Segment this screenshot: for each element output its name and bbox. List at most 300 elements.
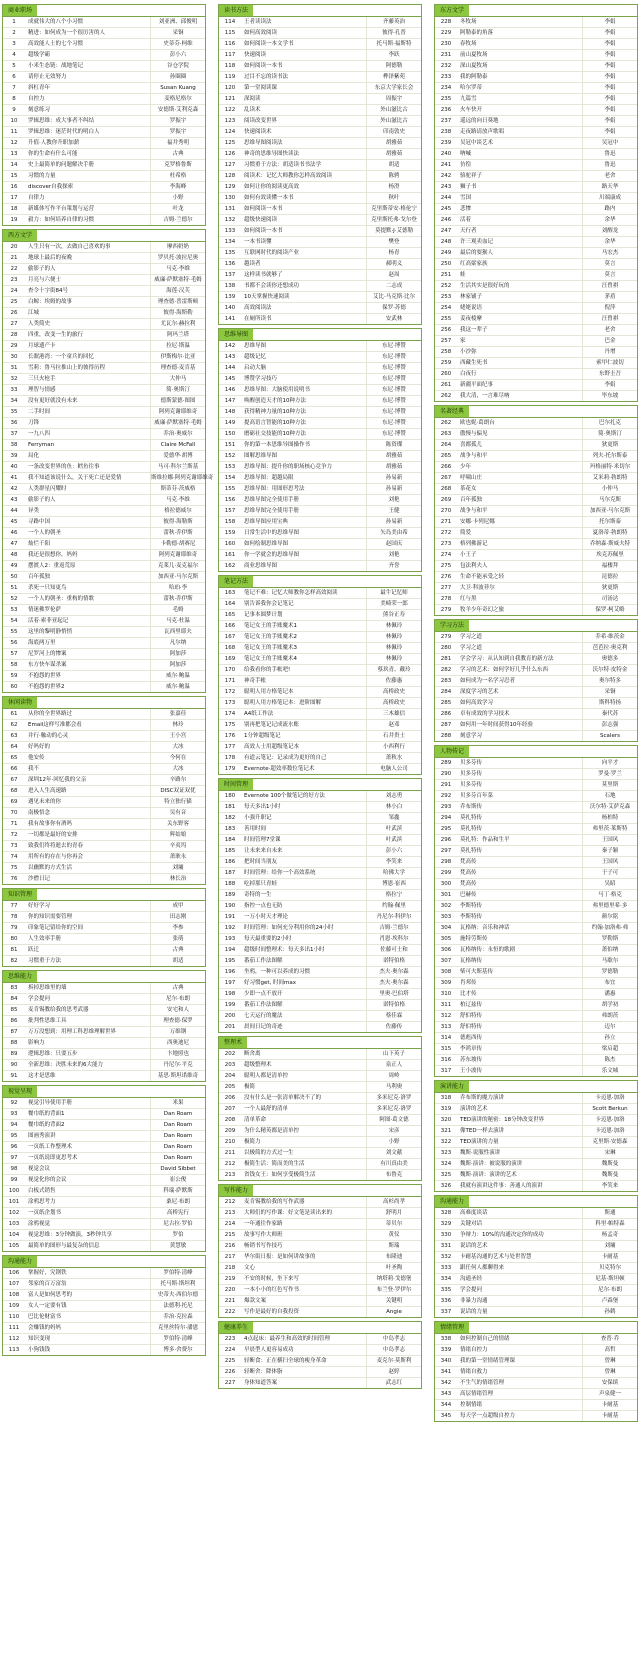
book-number: 1 [12, 19, 16, 25]
book-title: 查令十字街84号 [28, 288, 68, 294]
book-number: 238 [440, 129, 452, 135]
book-row [219, 1115, 421, 1126]
book-title: 清单革命 [244, 1117, 267, 1123]
book-number: 98 [10, 1166, 18, 1172]
book-row [219, 1230, 421, 1241]
book-author: 刘亚洲、邱俊明 [150, 17, 205, 27]
book-author: 梁启超 [582, 1044, 637, 1054]
book-author: 马丁·格克 [582, 890, 637, 900]
book-author: 林佩玲 [366, 621, 421, 631]
book-author: 孙易新 [366, 484, 421, 494]
book-row [219, 599, 421, 610]
book-title: 一本小小的红色写作书 [244, 1287, 300, 1293]
book-title: 1分钟超级笔记 [244, 733, 281, 739]
book-author: 叶圣陶 [366, 1263, 421, 1273]
book-author: 里奥·巴伯塔 [366, 989, 421, 999]
book-author: 杰夫·奥尔森 [366, 978, 421, 988]
book-number: 223 [224, 1336, 236, 1342]
book-title: 时间管理7堂课 [244, 837, 281, 843]
book-title: 简爱 [460, 530, 472, 536]
book-author: 王健 [366, 506, 421, 516]
book-row [435, 901, 637, 912]
book-author: 彼得·孔普 [366, 28, 421, 38]
book-number: 242 [440, 173, 452, 179]
book-author: 威廉·萨默塞特·毛姆 [150, 418, 205, 428]
book-row [219, 440, 421, 451]
book-number: 290 [440, 771, 452, 777]
book-title: 九篇雪 [460, 96, 477, 102]
book-row [219, 1000, 421, 1011]
book-number: 182 [224, 815, 236, 821]
book-title: 傲慢与偏见 [460, 431, 488, 437]
book-author: 福井秀明 [150, 138, 205, 148]
book-number: 94 [10, 1122, 18, 1128]
book-author: 福楼拜 [582, 561, 637, 571]
category-section [434, 1321, 638, 1422]
category-header [3, 1256, 205, 1268]
book-row [3, 484, 205, 495]
book-number: 220 [224, 1287, 236, 1293]
book-author: 泉正人 [366, 1060, 421, 1070]
book-number: 154 [224, 475, 236, 481]
book-title: 高效能人士的七个习惯 [28, 41, 84, 47]
book-number: 234 [440, 85, 452, 91]
book-author: 东尼·博赞 [366, 374, 421, 384]
book-author: 罗伯特·清峰 [150, 1268, 205, 1278]
book-row [219, 1197, 421, 1208]
category-section [218, 328, 422, 572]
book-title: 致我们终将逝去的青春 [28, 843, 84, 849]
book-author: 东尼·博赞 [366, 429, 421, 439]
book-author: 陈骋 [366, 171, 421, 181]
book-title: 控制情绪 [460, 1402, 483, 1408]
book-number: 31 [10, 365, 18, 371]
category-header [219, 1185, 421, 1197]
book-author: 电脑人公司 [366, 764, 421, 774]
book-row [3, 105, 205, 116]
book-author: 马可·科尔兰斯基 [150, 462, 205, 472]
book-author: 斯瑞 [366, 1241, 421, 1251]
book-number: 286 [440, 711, 452, 717]
book-title: 我的第一堂情绪管理课 [460, 1358, 516, 1364]
book-author: 莫里斯 [582, 780, 637, 790]
book-number: 333 [440, 1265, 452, 1271]
book-title: 聪明人用方格笔记本：进阶图解 [244, 700, 322, 706]
category-section [2, 1085, 206, 1252]
book-author: 保罗·苏德 [366, 303, 421, 313]
book-number: 64 [10, 744, 18, 750]
book-author: 昆德拉 [582, 572, 637, 582]
book-row [219, 879, 421, 890]
book-author: 鲁迅 [582, 160, 637, 170]
book-author: 米果 [150, 1098, 205, 1108]
book-number: 197 [224, 980, 236, 986]
book-author: 齐誉 [366, 561, 421, 571]
book-author: 科里·帕特森 [582, 1219, 637, 1229]
book-row [219, 967, 421, 978]
book-number: 301 [440, 892, 452, 898]
book-row [435, 116, 637, 127]
book-title: 每天最重要的2小时 [244, 936, 292, 942]
category-header [3, 5, 205, 17]
book-author: 阿图·葛文德 [366, 1115, 421, 1125]
book-number: 317 [440, 1068, 452, 1074]
book-author: 史蒂芬·柯维 [150, 39, 205, 49]
book-row [435, 369, 637, 380]
book-number: 161 [224, 552, 236, 558]
book-row [435, 632, 637, 643]
category-section [434, 1080, 638, 1192]
book-title: 如何高效阅读 [244, 30, 278, 36]
book-number: 108 [8, 1292, 20, 1298]
book-number: 224 [224, 1347, 236, 1353]
book-author: 博恩·崔西 [366, 879, 421, 889]
book-title: A4纸工作法 [244, 711, 274, 717]
book-number: 305 [440, 936, 452, 942]
book-author: 林小白 [366, 802, 421, 812]
book-number: 285 [440, 700, 452, 706]
book-title: 灿烂千阳 [28, 541, 51, 547]
book-title: 你的生命有什么可能 [28, 151, 78, 157]
book-number: 334 [440, 1276, 452, 1282]
book-title: 贝多芬传 [460, 760, 483, 766]
book-number: 300 [440, 881, 452, 887]
book-author: 斯维拉娜·阿列克谢耶维奇 [151, 475, 214, 481]
book-row [435, 835, 637, 846]
book-author: 沃尔特·皮特金 [582, 665, 637, 675]
book-number: 214 [224, 1221, 236, 1227]
book-title: 习惯重于方法 [28, 958, 62, 964]
book-number: 336 [440, 1298, 452, 1304]
book-title: 善用时间 [244, 826, 267, 832]
book-author: 王国风 [582, 857, 637, 867]
book-title: 习惯重于方法：胡适读书书法学 [244, 162, 322, 168]
book-author: 大冰 [150, 742, 205, 752]
book-author: 高桥政史 [366, 687, 421, 697]
book-row [219, 127, 421, 138]
book-number: 60 [10, 684, 18, 690]
book-author: 摩西奶奶 [150, 242, 205, 252]
book-row [3, 517, 205, 528]
book-row [435, 204, 637, 215]
book-title: 柴可夫斯基传 [460, 969, 494, 975]
column-3 [434, 4, 638, 1425]
book-number: 93 [10, 1111, 18, 1117]
book-author: 路内 [582, 204, 637, 214]
book-title: 思维导图：大脑使用说明书 [244, 387, 311, 393]
book-number: 50 [10, 574, 18, 580]
book-title: 吃掉那只青蛙 [244, 881, 278, 887]
book-title: 天行者 [460, 228, 477, 234]
book-title: 轻断食：正在横扫全球的瘦身革命 [244, 1358, 327, 1364]
book-row [3, 1312, 205, 1323]
book-row [3, 945, 205, 956]
book-title: 华尔街日报：是如何讲故事的 [244, 1254, 316, 1260]
book-row [435, 1219, 637, 1230]
book-number: 329 [440, 1221, 452, 1227]
book-author: 胡雅茹 [366, 462, 421, 472]
book-row [435, 1307, 637, 1317]
book-author: 东尼·博赞 [366, 352, 421, 362]
book-number: 268 [440, 486, 452, 492]
book-row [219, 61, 421, 72]
book-author: 彼得·海勒斯 [150, 517, 205, 527]
book-title: 莫扎特传 [460, 815, 483, 821]
category-section [218, 778, 422, 1033]
book-author: 周岭 [366, 1071, 421, 1081]
book-number: 11 [10, 129, 18, 135]
book-number: 335 [440, 1287, 452, 1293]
book-title: 磨砺社交技能的10种方法 [244, 431, 306, 437]
book-row [219, 116, 421, 127]
book-author: 叶龙 [150, 204, 205, 214]
book-title: 王者读读法 [244, 19, 272, 25]
book-author: 加西亚·马尔克斯 [582, 506, 637, 516]
book-author: 克里丝特尔·潘恩 [150, 1323, 205, 1333]
book-title: 写作是最好的自我投资 [244, 1309, 300, 1315]
book-title: 魏斯·演讲：演讲的艺术 [460, 1172, 517, 1178]
book-title: 蛙 [460, 272, 466, 278]
book-title: 非暴力沟通 [460, 1298, 488, 1304]
book-number: 255 [440, 316, 452, 322]
book-title: 生活其实是很好玩的 [460, 283, 510, 289]
book-author: 理查德·普雷斯顿 [150, 297, 205, 307]
book-row [219, 665, 421, 676]
book-title: 进入人生高速路 [28, 788, 67, 794]
book-author: 李笑来 [582, 1181, 637, 1191]
book-number: 236 [440, 107, 452, 113]
book-author: 关东野客 [150, 819, 205, 829]
book-author: 美崎荣一郎 [366, 599, 421, 609]
book-number: 167 [224, 634, 236, 640]
book-row [219, 989, 421, 1000]
book-author: 罗德勒 [582, 967, 637, 977]
book-title: 一页纸企划书 [28, 1210, 62, 1216]
book-row [435, 281, 637, 292]
category-title: 沟通能力 [3, 1256, 37, 1267]
book-row [435, 440, 637, 451]
book-number: 58 [10, 662, 18, 668]
book-author: 斯科特扬 [582, 698, 637, 708]
book-author: 罗勒斯 [582, 934, 637, 944]
book-number: 200 [224, 1013, 236, 1019]
book-row [435, 259, 637, 270]
book-row [3, 1098, 205, 1109]
book-number: 143 [224, 354, 236, 360]
book-number: 52 [10, 596, 18, 602]
book-title: 聪明人用方格笔记本 [244, 689, 294, 695]
book-author: DISC双证双优 [150, 786, 205, 796]
book-author: 狄更斯 [582, 440, 637, 450]
book-row [435, 967, 637, 978]
book-title: 深山夏牧场 [460, 63, 488, 69]
book-author: 宋琳 [582, 1148, 637, 1158]
book-author: 肖恩·埃科尔 [366, 934, 421, 944]
book-number: 235 [440, 96, 452, 102]
book-number: 159 [224, 530, 236, 536]
book-number: 133 [224, 228, 236, 234]
book-title: 跟任何人都聊得来 [460, 1265, 505, 1271]
book-row [435, 1345, 637, 1356]
book-row [435, 709, 637, 720]
book-title: 涂鸦视觉 [28, 1221, 51, 1227]
book-author: 杨青 [366, 248, 421, 258]
book-title: 说话的力量 [460, 1309, 488, 1315]
book-title: 我大清，一言难尽吶 [460, 393, 510, 399]
category-header [435, 1081, 637, 1093]
book-row [435, 1400, 637, 1411]
book-title: 从你的全世界路过 [28, 711, 73, 717]
book-row [219, 237, 421, 248]
book-title: 如何高效学习 [460, 700, 494, 706]
book-author: 石地 [582, 791, 637, 801]
book-author: 马歇尔 [582, 956, 637, 966]
book-row [219, 72, 421, 83]
book-title: 柏辽兹传 [460, 1002, 483, 1008]
book-row [219, 824, 421, 835]
book-author: 格拉宁 [366, 890, 421, 900]
book-title: 如何用一年时间获得10年经验 [460, 722, 533, 728]
book-number: 169 [224, 656, 236, 662]
book-title: 阿勒泰的角落 [460, 30, 494, 36]
book-number: 78 [10, 914, 18, 920]
book-title: 杀死一只知更鸟 [28, 585, 67, 591]
book-row [435, 550, 637, 561]
book-row [435, 270, 637, 281]
book-title: 牧羊少年奇幻之旅 [460, 607, 505, 613]
book-number: 201 [224, 1024, 236, 1030]
book-title: 10天掌握快速阅读 [244, 294, 290, 300]
book-author: 玛格丽特·米切尔 [582, 462, 637, 472]
book-author: 夏洛蒂·勃朗特 [582, 528, 637, 538]
book-author: 李娟 [582, 127, 637, 137]
book-number: 86 [10, 1018, 18, 1024]
book-row [435, 182, 637, 193]
book-row [435, 1181, 637, 1191]
book-title: 李斯特传 [460, 903, 483, 909]
book-number: 291 [440, 782, 452, 788]
book-author: 安德斯·艾利克森 [150, 105, 205, 115]
book-row [3, 253, 205, 264]
book-title: 视觉化你的会议 [28, 1177, 67, 1183]
book-author: 陈杰 [582, 1055, 637, 1065]
book-author: 伊斯梅尔·比亚 [150, 352, 205, 362]
book-title: 你一学就会的思维导图 [244, 552, 300, 558]
book-title: 视觉思维：3分钟做演，3秒钟共享 [28, 1232, 112, 1238]
book-number: 79 [10, 925, 18, 931]
book-title: 南极悟念 [28, 810, 51, 816]
book-title: 雪国 [460, 195, 472, 201]
book-row [435, 314, 637, 325]
book-number: 102 [8, 1210, 20, 1216]
book-title: 精进：如何成为一个很厉害的人 [28, 30, 106, 36]
book-title: 晨间日记的奇迹 [244, 1024, 283, 1030]
book-number: 292 [440, 793, 452, 799]
book-author: 高哲 [582, 1345, 637, 1355]
book-title: 王小波传 [460, 1068, 483, 1074]
book-row [435, 1000, 637, 1011]
book-number: 248 [440, 239, 452, 245]
book-row [435, 248, 637, 259]
book-number: 53 [10, 607, 18, 613]
category-header [219, 1322, 421, 1334]
book-number: 202 [224, 1051, 236, 1057]
book-number: 318 [440, 1095, 452, 1101]
book-number: 115 [224, 30, 236, 36]
book-author: 博多·舍费尔 [150, 1345, 205, 1355]
book-title: 一个人最舒的清单 [244, 1106, 289, 1112]
book-number: 173 [224, 700, 236, 706]
book-row [219, 956, 421, 967]
book-row [3, 1038, 205, 1049]
book-title: 舒伯特传 [460, 1013, 483, 1019]
book-row [219, 193, 421, 204]
book-title: 人生只有一次，去做自己喜欢的事 [28, 244, 111, 250]
book-number: 104 [8, 1232, 20, 1238]
book-title: 畅销书写作技巧 [244, 1243, 283, 1249]
book-row [219, 813, 421, 824]
book-row [435, 868, 637, 879]
book-title: 超级记忆 [244, 354, 267, 360]
book-author: 赵婷 [366, 1367, 421, 1377]
book-row [435, 1022, 637, 1033]
book-title: 学习的艺术：如何学好几乎什么东西 [460, 667, 549, 673]
book-row [3, 462, 205, 473]
book-author: 列夫·托尔斯泰 [582, 451, 637, 461]
book-row [3, 1016, 205, 1027]
book-row [3, 605, 205, 616]
book-number: 198 [224, 991, 236, 997]
book-title: 好吗好的 [28, 744, 51, 750]
book-row [435, 1159, 637, 1170]
book-title: 关键对话 [460, 1221, 483, 1227]
book-number: 254 [440, 305, 452, 311]
book-title: 以极简的方式过一生 [244, 1150, 294, 1156]
book-title: 人类群星闪耀时 [28, 486, 67, 492]
book-number: 282 [440, 667, 452, 673]
book-title: 获得精神力量的10种方法 [244, 409, 306, 415]
book-number: 322 [440, 1139, 452, 1145]
book-number: 343 [440, 1391, 452, 1397]
book-number: 166 [224, 623, 236, 629]
book-row [219, 226, 421, 237]
book-title: 战争与和平 [460, 508, 488, 514]
book-number: 195 [224, 958, 236, 964]
book-row [3, 28, 205, 39]
book-number: 270 [440, 508, 452, 514]
book-author: 加西亚·马尔克斯 [150, 572, 205, 582]
book-author: 宋彦 [366, 1126, 421, 1136]
book-title: 给我看你的手帐吧! [244, 667, 291, 673]
book-title: 记事本圆梦计划 [244, 612, 283, 618]
book-number: 158 [224, 519, 236, 525]
book-author: 巴尔扎克 [582, 418, 637, 428]
book-author: 彭小六 [366, 846, 421, 856]
book-number: 232 [440, 63, 452, 69]
book-row [219, 698, 421, 709]
book-author: Dan Roam [150, 1142, 205, 1152]
book-number: 99 [10, 1177, 18, 1183]
book-author: 克里斯·安德森 [582, 1137, 637, 1147]
book-title: 思维导图：提升你的职场核心竞争力 [244, 464, 333, 470]
book-row [435, 325, 637, 336]
book-number: 191 [224, 914, 236, 920]
category-header [435, 746, 637, 758]
book-author: 林佩玲 [366, 654, 421, 664]
book-number: 188 [224, 881, 236, 887]
book-number: 258 [440, 349, 452, 355]
book-author: 克里斯蒂安·格伦宁 [366, 204, 421, 214]
